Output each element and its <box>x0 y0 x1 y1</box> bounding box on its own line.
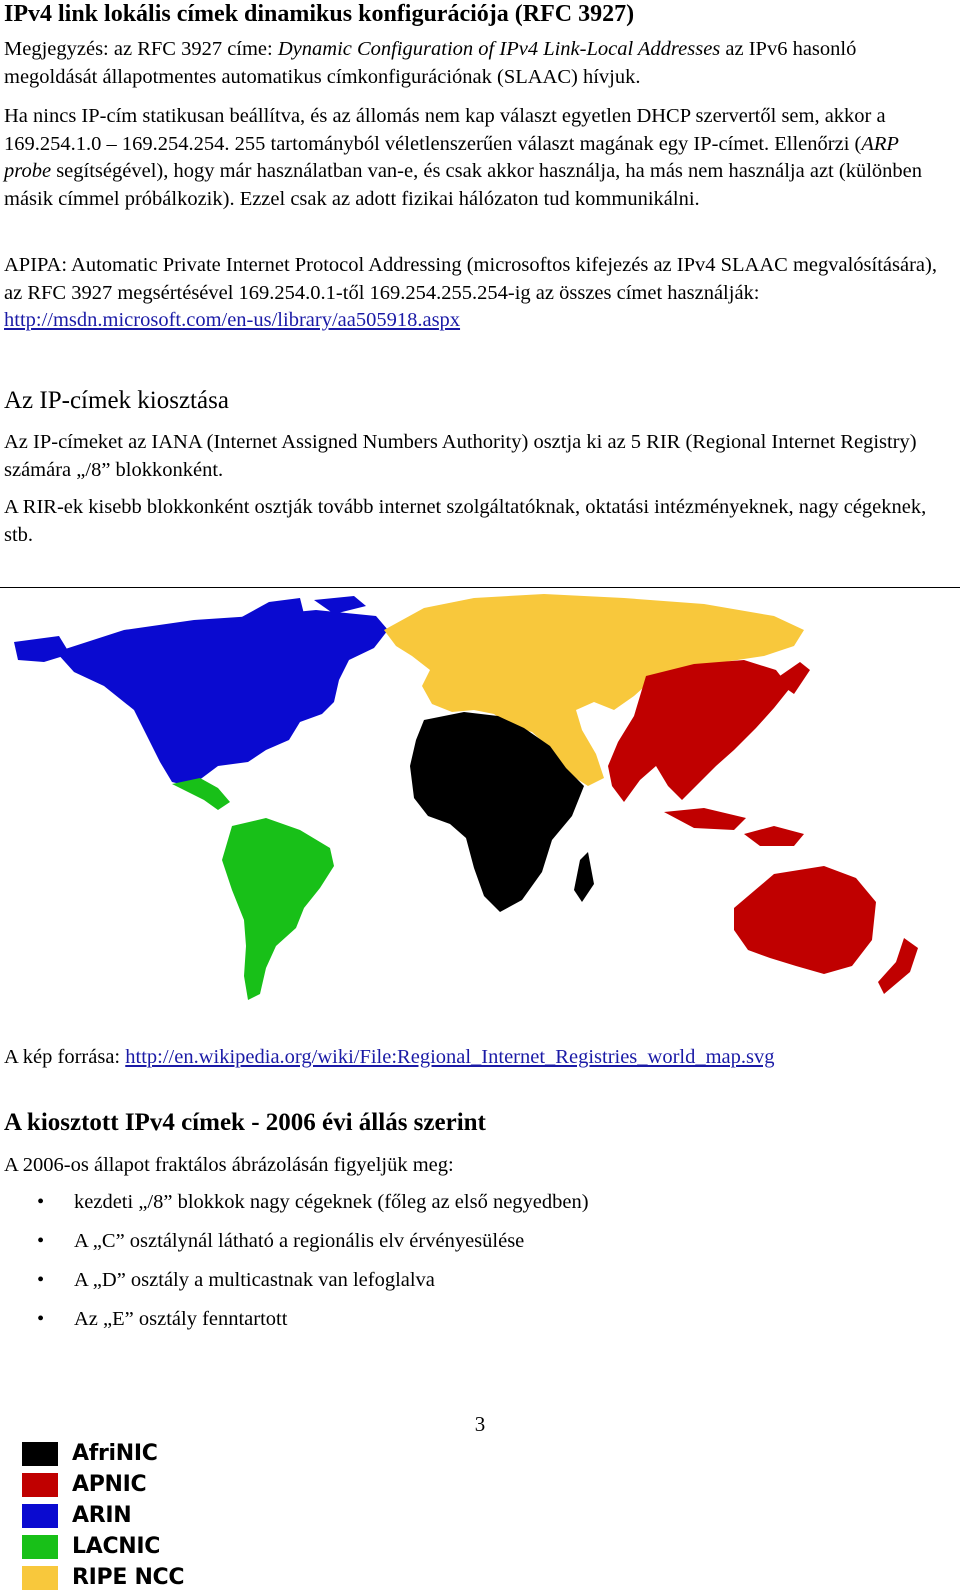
list-item-text: kezdeti „/8” blokkok nagy cégeknek (főleg az első negyedben) <box>74 1191 589 1213</box>
list-item <box>0 1228 589 1267</box>
rir-paragraph: A RIR-ek kisebb blokkonként osztják tovább internet szolgáltatóknak, oktatási intézményeknek, nagy cégeknek, stb. <box>4 496 927 546</box>
fractal-intro-paragraph: A 2006-os állapot fraktálos ábrázolásán figyeljük meg: <box>4 1154 454 1176</box>
image-source-line <box>4 1044 940 1072</box>
explanation-part-b: segítségével), hogy már használatban van-e, és csak akkor használja, ha más nem használja azt (különben másik címmel próbálkozik). Ezzel csak az adott fizikai hálózaton tud kommunikálni. <box>4 160 922 210</box>
bullet-glyph: • <box>37 1230 45 1252</box>
legend-swatch-afrinic <box>22 1442 58 1466</box>
legend-swatch-apnic <box>22 1473 58 1497</box>
page-number: 3 <box>474 1412 486 1436</box>
section-title-ip-allocation: Az IP-címek kiosztása <box>4 387 229 414</box>
observation-list <box>0 1189 589 1345</box>
apipa-text: APIPA: Automatic Private Internet Protocol Addressing (microsoftos kifejezés az IPv4 SLAAC megvalósítására), az RFC 3927 megsértésével 169.254.0.1-től 169.254.255.254-ig az összes címet használják: <box>4 254 937 304</box>
list-item-text: A „D” osztály a multicastnak van lefoglalva <box>74 1269 435 1291</box>
link-local-explanation-paragraph <box>4 103 940 213</box>
apipa-paragraph <box>4 252 940 335</box>
list-item <box>0 1189 589 1228</box>
legend-swatch-lacnic <box>22 1535 58 1559</box>
image-source-prefix: A kép forrása: <box>4 1046 126 1068</box>
list-item-text: Az „E” osztály fenntartott <box>74 1308 288 1330</box>
arp-probe-italic: ARP probe <box>4 132 899 182</box>
bullet-glyph: • <box>37 1269 45 1291</box>
section-title-link-local: IPv4 link lokális címek dinamikus konfigurációja (RFC 3927) <box>4 1 635 27</box>
image-top-rule <box>0 587 960 588</box>
rfc-note-prefix: Megjegyzés: az RFC 3927 címe: <box>4 38 278 60</box>
iana-paragraph: Az IP-címeket az IANA (Internet Assigned Numbers Authority) osztja ki az 5 RIR (Regional Internet Registry) számára „/8” blokkonként. <box>4 431 917 481</box>
rfc-note-paragraph <box>4 36 940 91</box>
legend-swatch-ripe-ncc <box>22 1566 58 1590</box>
lacnic-region <box>172 778 334 1000</box>
explanation-part-a: Ha nincs IP-cím statikusan beállítva, és az állomás nem kap választ egyetlen DHCP szervertől sem, akkor a 169.254.1.0 – 169.254.254. 255 tartományból véletlenszerűen választ magának egy IP-címet. Ellenőrzi ( <box>4 105 886 155</box>
bullet-glyph: • <box>37 1191 45 1213</box>
rfc-note-suffix: az IPv6 hasonló megoldását állapotmentes automatikus címkonfigurációnak (SLAAC) hívjuk. <box>4 38 857 88</box>
apnic-region <box>608 660 918 994</box>
list-item <box>0 1267 589 1306</box>
world-map-graphic <box>4 590 956 1008</box>
legend-label-arin: ARIN <box>72 1503 132 1528</box>
rfc-title-italic: Dynamic Configuration of IPv4 Link-Local Addresses <box>277 38 721 60</box>
legend-swatch-arin <box>22 1504 58 1528</box>
arin-region <box>14 596 388 786</box>
legend-label-ripe-ncc: RIPE NCC <box>72 1565 185 1590</box>
legend-label-afrinic: AfriNIC <box>72 1441 158 1466</box>
legend-label-apnic: APNIC <box>72 1472 147 1497</box>
wikipedia-source-link[interactable]: http://en.wikipedia.org/wiki/File:Regional_Internet_Registries_world_map.svg <box>125 1046 775 1068</box>
legend-label-lacnic: LACNIC <box>72 1534 161 1559</box>
section-title-ipv4-2006: A kiosztott IPv4 címek - 2006 évi állás szerint <box>4 1109 486 1136</box>
bullet-glyph: • <box>37 1308 45 1330</box>
msdn-link[interactable]: http://msdn.microsoft.com/en-us/library/aa505918.aspx <box>4 309 461 331</box>
list-item-text: A „C” osztálynál látható a regionális elv érvényesülése <box>74 1230 525 1252</box>
list-item <box>0 1306 589 1345</box>
